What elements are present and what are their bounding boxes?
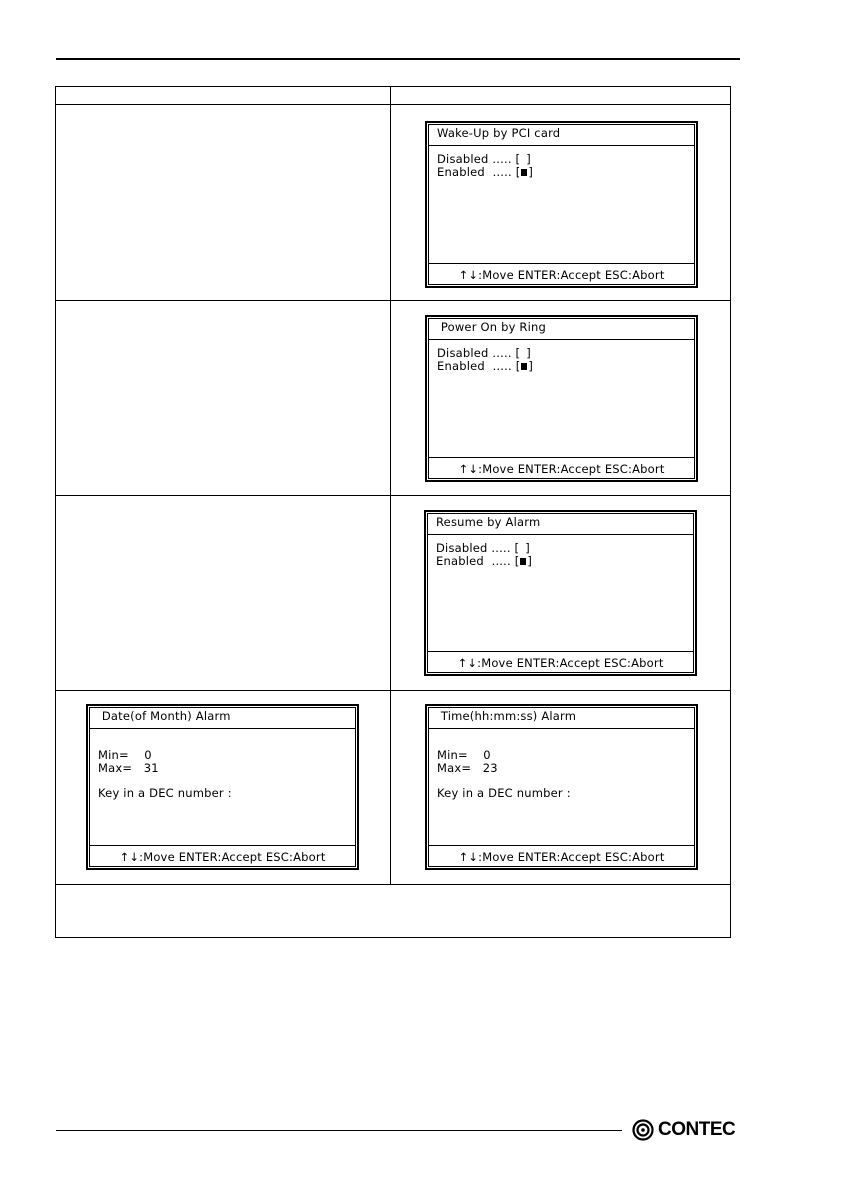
min-value: Min= 0	[98, 748, 152, 762]
contec-logo	[632, 1119, 735, 1141]
option-disabled[interactable]: Disabled ..... [ ]	[436, 541, 530, 555]
dialog-footer: ↑↓:Move ENTER:Accept ESC:Abort	[458, 462, 665, 476]
number-input-prompt[interactable]: Key in a DEC number :	[98, 786, 232, 800]
table-header-rule	[55, 104, 731, 105]
option-disabled[interactable]: Disabled ..... [ ]	[437, 152, 531, 166]
row-divider	[55, 300, 731, 301]
row-divider	[55, 495, 731, 496]
dialog-title: Time(hh:mm:ss) Alarm	[437, 709, 577, 723]
column-divider	[390, 86, 391, 884]
dialog-title: Date(of Month) Alarm	[98, 709, 231, 723]
option-enabled[interactable]: Enabled ..... [ ]	[436, 554, 533, 568]
resume-alarm-dialog	[424, 510, 697, 676]
row-divider	[55, 884, 731, 885]
option-enabled[interactable]: Enabled ..... [ ]	[437, 359, 534, 373]
dialog-footer: ↑↓:Move ENTER:Accept ESC:Abort	[458, 268, 665, 282]
min-value: Min= 0	[437, 748, 491, 762]
row-divider	[55, 690, 731, 691]
selected-marker-icon	[520, 558, 526, 565]
time-alarm-dialog	[425, 704, 698, 870]
power-on-ring-dialog	[425, 315, 698, 482]
dialog-title: Wake-Up by PCI card	[437, 126, 561, 140]
logo-text: CONTEC	[658, 1119, 736, 1140]
option-enabled[interactable]: Enabled ..... [ ]	[437, 165, 534, 179]
footer-rule	[56, 1130, 622, 1131]
option-disabled[interactable]: Disabled ..... [ ]	[437, 346, 531, 360]
dialog-footer: ↑↓:Move ENTER:Accept ESC:Abort	[458, 850, 665, 864]
header-rule	[56, 58, 740, 60]
selected-marker-icon	[521, 363, 527, 370]
selected-marker-icon	[521, 169, 527, 176]
dialog-footer: ↑↓:Move ENTER:Accept ESC:Abort	[119, 850, 326, 864]
number-input-prompt[interactable]: Key in a DEC number :	[437, 786, 571, 800]
date-alarm-dialog	[86, 704, 359, 870]
dialog-footer: ↑↓:Move ENTER:Accept ESC:Abort	[457, 656, 664, 670]
dialog-title: Power On by Ring	[437, 320, 547, 334]
dialog-title: Resume by Alarm	[436, 515, 541, 529]
max-value: Max= 23	[437, 761, 498, 775]
max-value: Max= 31	[98, 761, 159, 775]
wake-up-pci-dialog	[425, 121, 698, 288]
contec-ring-icon	[632, 1119, 654, 1141]
